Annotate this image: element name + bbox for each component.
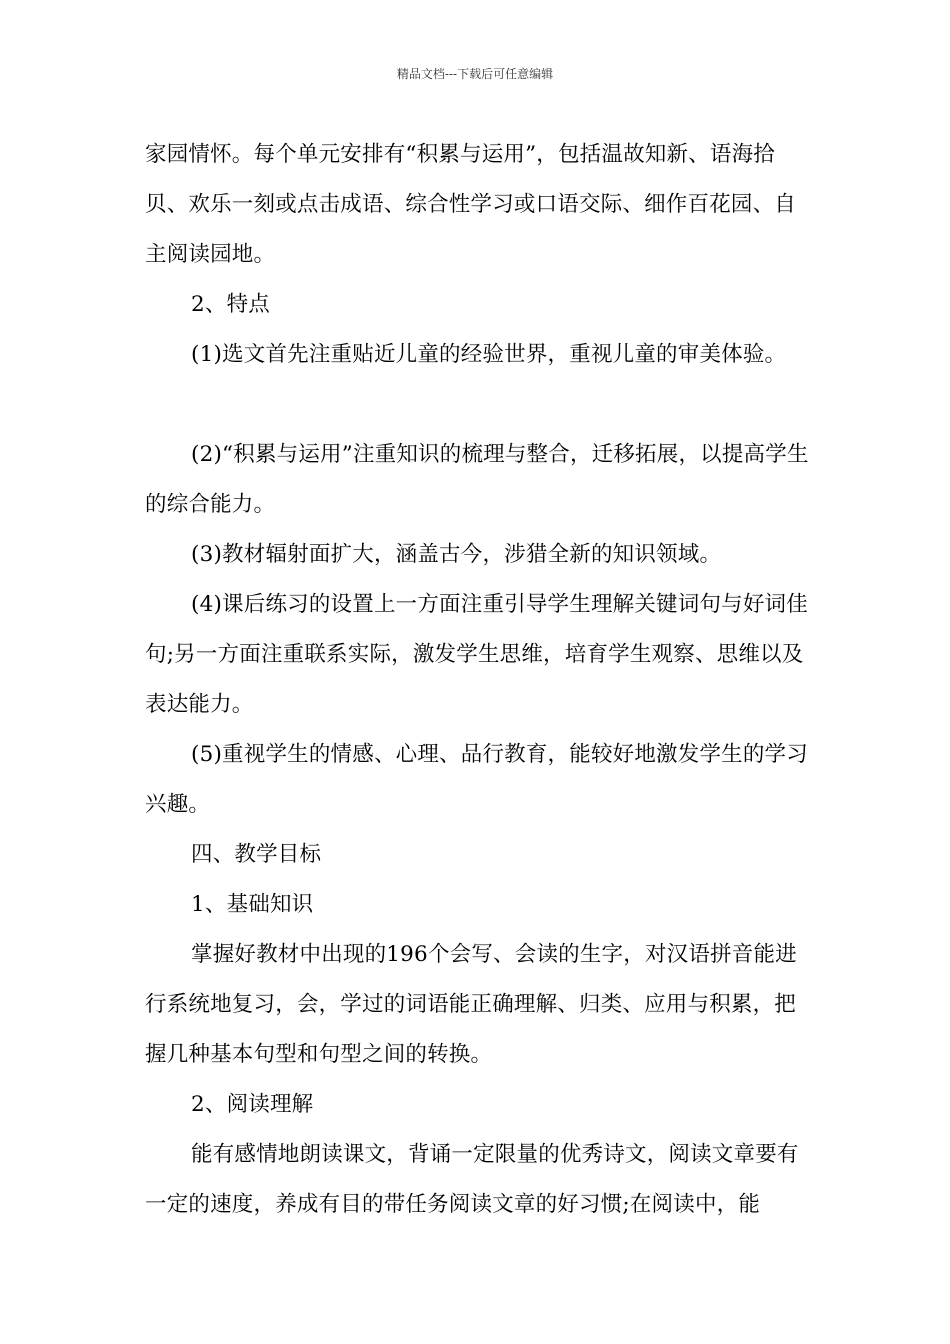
paragraph-feature-5: (5)重视学生的情感、心理、品行教育，能较好地激发学生的学习兴趣。 bbox=[145, 742, 808, 817]
blank-gap bbox=[145, 380, 810, 430]
heading-reading-comprehension: 2、阅读理解 bbox=[191, 1092, 314, 1117]
paragraph-feature-1: (1)选文首先注重贴近儿童的经验世界，重视儿童的审美体验。 bbox=[191, 342, 787, 367]
paragraph-basic-knowledge: 掌握好教材中出现的196个会写、会读的生字，对汉语拼音能进行系统地复习，会，学过的词语能正确理解、归类、应用与积累，把握几种基本句型和句型之间的转换。 bbox=[145, 942, 797, 1067]
heading-features: 2、特点 bbox=[191, 292, 270, 317]
heading-teaching-goals: 四、教学目标 bbox=[191, 842, 322, 867]
paragraph-feature-4: (4)课后练习的设置上一方面注重引导学生理解关键词句与好词佳句;另一方面注重联系实际，激发学生思维，培育学生观察、思维以及表达能力。 bbox=[145, 592, 808, 717]
document-body bbox=[145, 130, 810, 1230]
paragraph-feature-2: (2)“积累与运用”注重知识的梳理与整合，迁移拓展，以提高学生的综合能力。 bbox=[145, 442, 809, 517]
heading-basic-knowledge: 1、基础知识 bbox=[191, 892, 314, 917]
paragraph-reading-comprehension: 能有感情地朗读课文，背诵一定限量的优秀诗文，阅读文章要有一定的速度，养成有目的带任务阅读文章的好习惯;在阅读中，能 bbox=[145, 1142, 799, 1217]
page-header: 精品文档---下载后可任意编辑 bbox=[396, 67, 554, 81]
paragraph-intro-continuation: 家园情怀。每个单元安排有“积累与运用”，包括温故知新、语海拾贝、欢乐一刻或点击成语、综合性学习或口语交际、细作百花园、自主阅读园地。 bbox=[145, 142, 797, 267]
paragraph-feature-3: (3)教材辐射面扩大，涵盖古今，涉猎全新的知识领域。 bbox=[191, 542, 722, 567]
